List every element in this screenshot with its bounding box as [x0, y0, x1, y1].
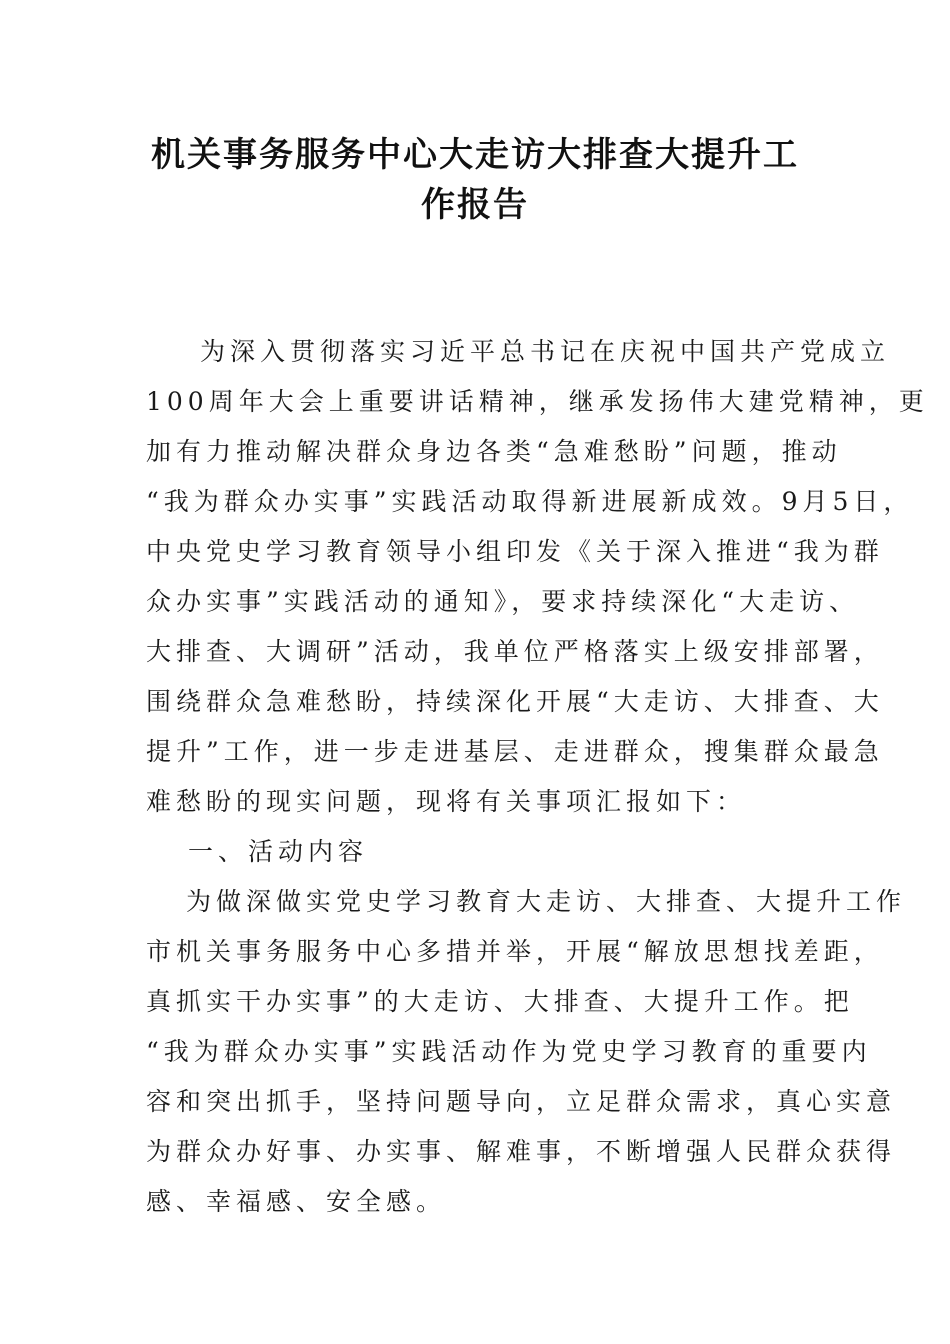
intro-line: 中央党史学习教育领导小组印发《关于深入推进“我为群 — [146, 537, 884, 566]
section-line: 为做深做实党史学习教育大走访、大排查、大提升工作 — [186, 887, 907, 916]
intro-line: “我为群众办实事”实践活动取得新进展新成效。9月5日， — [146, 487, 914, 516]
section-line: 容和突出抓手，坚持问题导向，立足群众需求，真心实意 — [146, 1087, 897, 1116]
intro-line: 围绕群众急难愁盼，持续深化开展“大走访、大排查、大 — [146, 687, 884, 716]
intro-line: 加有力推动解决群众身边各类“急难愁盼”问题，推动 — [146, 437, 842, 466]
intro-line: 为深入贯彻落实习近平总书记在庆祝中国共产党成立 — [200, 337, 891, 366]
section-heading: 一、活动内容 — [188, 837, 369, 866]
intro-line: 提升”工作，进一步走进基层、走进群众，搜集群众最急 — [146, 737, 884, 766]
section-line: 为群众办好事、办实事、解难事，不断增强人民群众获得 — [146, 1137, 897, 1166]
intro-line: 众办实事”实践活动的通知》，要求持续深化“大走访、 — [146, 587, 860, 616]
section-line: “我为群众办实事”实践活动作为党史学习教育的重要内 — [146, 1037, 872, 1066]
document-title-line-2: 作报告 — [421, 185, 529, 225]
intro-line: 大排查、大调研”活动，我单位严格落实上级安排部署， — [146, 637, 884, 666]
section-line: 感、幸福感、安全感。 — [146, 1187, 447, 1216]
intro-line: 100周年大会上重要讲话精神，继承发扬伟大建党精神，更 — [146, 387, 929, 416]
section-line: 市机关事务服务中心多措并举，开展“解放思想找差距， — [146, 937, 884, 966]
document-title-line-1: 机关事务服务中心大走访大排查大提升工 — [151, 135, 799, 175]
section-line: 真抓实干办实事”的大走访、大排查、大提升工作。把 — [146, 987, 854, 1016]
intro-line: 难愁盼的现实问题，现将有关事项汇报如下： — [146, 787, 747, 816]
